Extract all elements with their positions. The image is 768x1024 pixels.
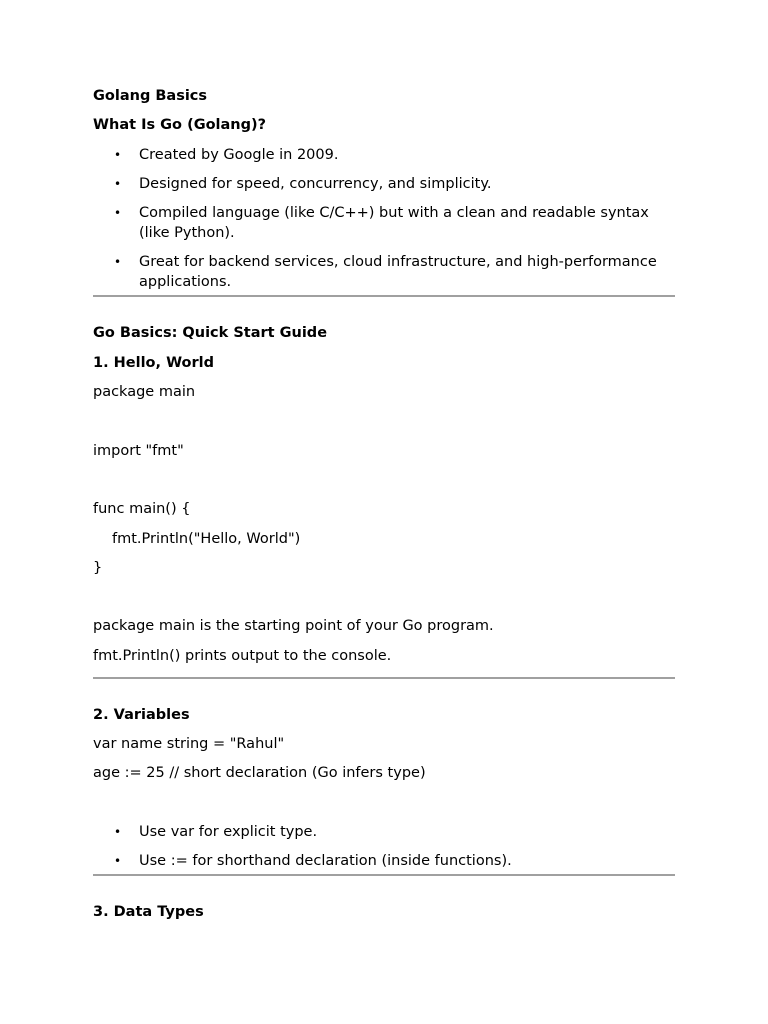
blank-line [93,411,675,431]
quickstart-section [93,323,675,665]
section-divider [93,677,675,679]
datatypes-section [93,902,675,922]
code-line: func main() { [93,501,191,518]
intro-section [93,115,675,292]
code-line: } [93,559,103,576]
code-line: import "fmt" [93,442,184,459]
variables-section [93,705,675,871]
variables-bullet-list [93,822,675,871]
variables-heading: 2. Variables [93,706,190,723]
list-item: • Great for backend services, cloud infrastructure, and high-performance applications. [93,252,675,292]
section-divider [93,874,675,876]
list-item: • Created by Google in 2009. [93,145,675,165]
intro-bullet-list [93,145,675,293]
code-line: var name string = "Rahul" [93,736,285,753]
blank-line [93,587,675,607]
hello-world-heading: 1. Hello, World [93,354,215,371]
list-item: • Use := for shorthand declaration (inside functions). [93,851,675,871]
code-line: package main [93,384,196,401]
hello-world-code [93,382,675,607]
hello-note: package main is the starting point of your Go program. [93,618,494,635]
document-content [93,86,675,932]
doc-title: Golang Basics [93,88,208,104]
hello-note: fmt.Println() prints output to the console. [93,647,392,664]
blank-line [93,793,675,813]
blank-line [93,470,675,490]
list-item: • Use var for explicit type. [93,822,675,842]
list-item: • Compiled language (like C/C++) but with a clean and readable syntax (like Python). [93,203,675,243]
code-line: age := 25 // short declaration (Go infers type) [93,765,426,782]
intro-heading: What Is Go (Golang)? [93,117,267,134]
code-line: fmt.Println("Hello, World") [112,530,301,547]
quickstart-heading: Go Basics: Quick Start Guide [93,325,328,342]
datatypes-heading: 3. Data Types [93,904,204,921]
section-divider [93,295,675,297]
list-item: • Designed for speed, concurrency, and simplicity. [93,174,675,194]
